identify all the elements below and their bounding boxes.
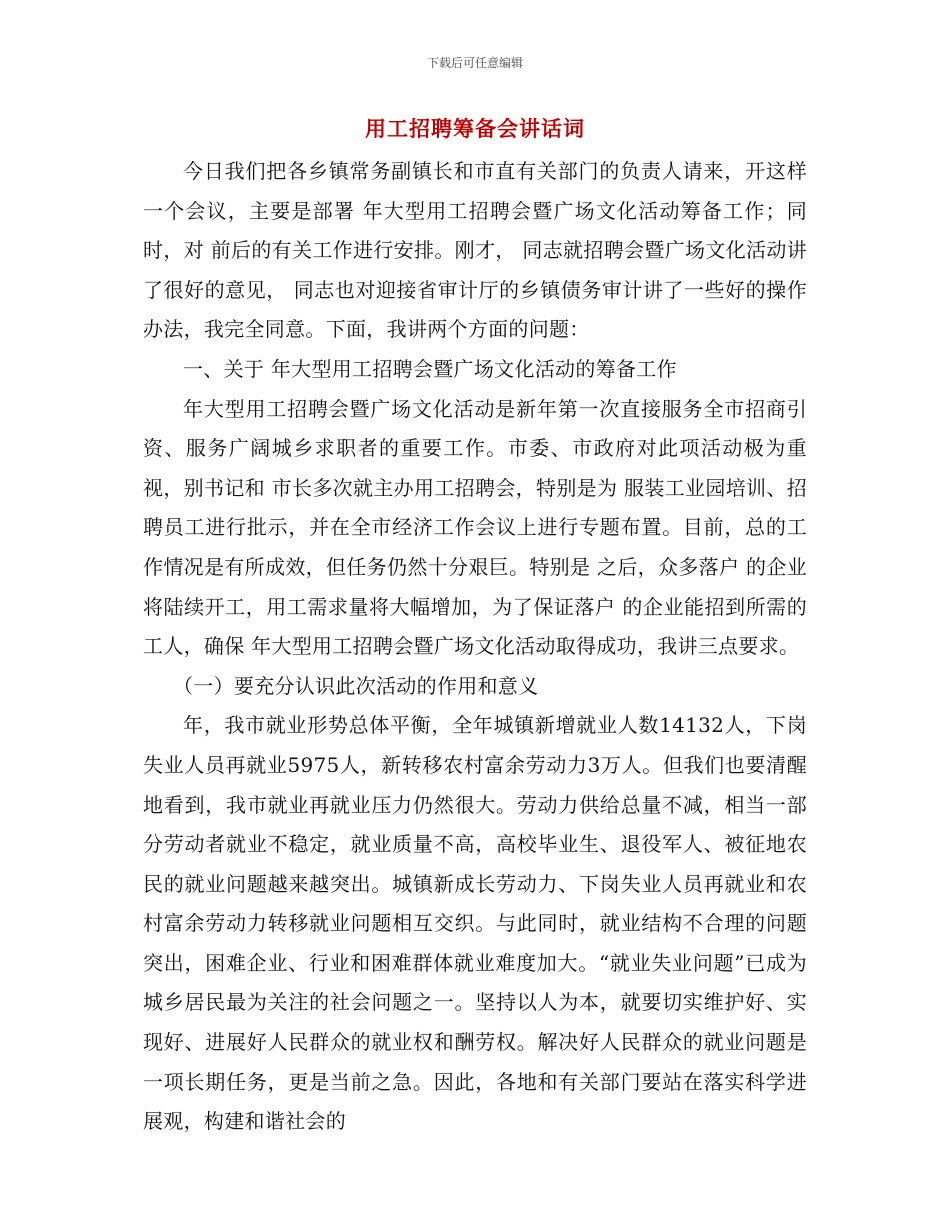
paragraph-subsection-1: 年，我市就业形势总体平衡，全年城镇新增就业人数14132人，下岗失业人员再就业5975人，新转移农村富余劳动力3万人。但我们也要清醒地看到，我市就业再就业压力仍然很大。劳动力供给总量不减，相当一部分劳动者就业不稳定，就业质量不高，高校毕业生、退役军人、被征地农民的就业问题越来越突出。城镇新成长劳动力、下岗失业人员再就业和农村富余劳动力转移就业问题相互交织。与此同时，就业结构不合理的问题突出，困难企业、行业和困难群体就业难度加大。“就业失业问题”已成为城乡居民最为关注的社会问题之一。坚持以人为本，就要切实维护好、实现好、进展好人民群众的就业权和酬劳权。解决好人民群众的就业问题是一项长期任务，更是当前之急。因此，各地和有关部门要站在落实科学进展观，构建和谐社会的 bbox=[143, 713, 807, 1134]
header-note: 下载后可任意编辑 bbox=[426, 56, 523, 70]
section-heading-1: 一、关于 年大型用工招聘会暨广场文化活动的筹备工作 bbox=[183, 356, 677, 381]
paragraph-intro: 今日我们把各乡镇常务副镇长和市直有关部门的负责人请来，开这样一个会议，主要是部署 年大型用工招聘会暨广场文化活动筹备工作；同时，对 前后的有关工作进行安排。刚才， 同志就招聘会暨广场文化活动讲了很好的意见， 同志也对迎接省审计厅的乡镇债务审计讲了一些好的操作办法，我完全同意。下面，我讲两个方面的问题： bbox=[143, 159, 807, 342]
subsection-heading-1: （一）要充分认识此次活动的作用和意义 bbox=[173, 673, 539, 698]
paragraph-section-1: 年大型用工招聘会暨广场文化活动是新年第一次直接服务全市招商引资、服务广阔城乡求职者的重要工作。市委、市政府对此项活动极为重视，别书记和 市长多次就主办用工招聘会，特别是为 服装工业园培训、招聘员工进行批示，并在全市经济工作会议上进行专题布置。目前，总的工作情况是有所成效，但任务仍然十分艰巨。特别是 之后，众多落户 的企业将陆续开工，用工需求量将大幅增加，为了保证落户 的企业能招到所需的工人，确保 年大型用工招聘会暨广场文化活动取得成功，我讲三点要求。 bbox=[143, 396, 807, 659]
document-title: 用工招聘筹备会讲话词 bbox=[365, 117, 585, 141]
document-body bbox=[143, 152, 807, 1142]
